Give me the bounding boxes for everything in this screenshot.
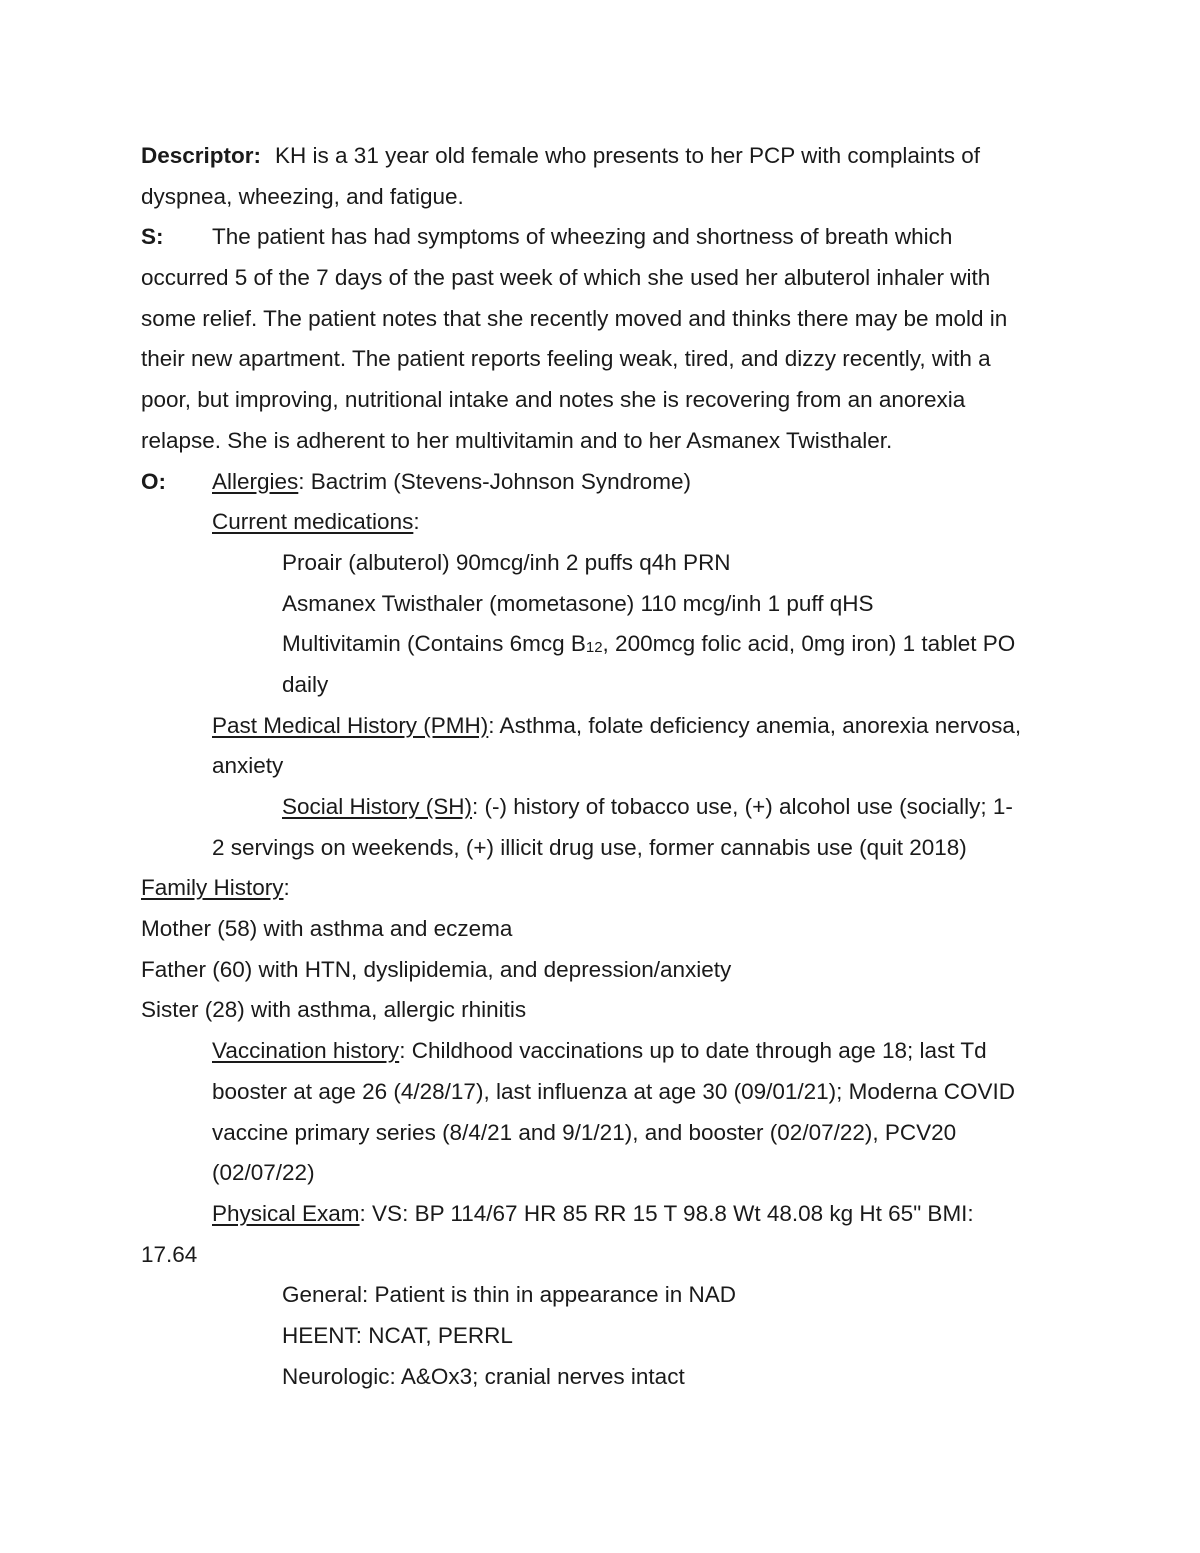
soap-note (141, 136, 1071, 1397)
allergies-line (141, 462, 1071, 503)
family-history-colon: : (283, 875, 290, 901)
subscript: 12 (585, 639, 603, 657)
family-member: Mother (58) with asthma and eczema (141, 916, 513, 942)
medications-colon: : (413, 509, 420, 535)
vaccination-line-4: (02/07/22) (212, 1160, 315, 1186)
subjective-line-2: occurred 5 of the 7 days of the past week of which she used her albuterol inhaler with (141, 265, 991, 291)
subjective-line-4: their new apartment. The patient reports feeling weak, tired, and dizzy recently, with a (141, 346, 991, 372)
subjective-line-5: poor, but improving, nutritional intake and notes she is recovering from an anorexia (141, 387, 966, 413)
vaccination-text: : Childhood vaccinations up to date through age 18; last Td (399, 1038, 987, 1064)
medications-heading-line (141, 502, 1071, 543)
physical-exam-line-2: 17.64 (141, 1241, 198, 1267)
vaccination-line-1 (141, 1031, 1071, 1072)
exam-heent: HEENT: NCAT, PERRL (282, 1322, 513, 1348)
vaccination-line-2: booster at age 26 (4/28/17), last influenza at age 30 (09/01/21); Moderna COVID (212, 1078, 1015, 1104)
descriptor-line-1 (141, 136, 1071, 177)
allergies-heading: Allergies (212, 468, 299, 494)
subjective-text-1: The patient has had symptoms of wheezing and shortness of breath which (212, 224, 953, 250)
vaccination-line-3: vaccine primary series (8/4/21 and 9/1/21), and booster (02/07/22), PCV20 (212, 1119, 957, 1145)
family-member: Father (60) with HTN, dyslipidemia, and depression/anxiety (141, 956, 732, 982)
medication-item-continued: daily (282, 671, 329, 697)
social-history-line-1 (141, 787, 1071, 828)
objective-label: O: (141, 468, 166, 494)
family-member: Sister (28) with asthma, allergic rhinitis (141, 997, 527, 1023)
social-history-heading: Social History (SH) (282, 794, 473, 819)
medication-text: Multivitamin (Contains 6mcg B (282, 631, 586, 657)
pmh-line-1 (141, 706, 1071, 747)
subjective-label: S: (141, 224, 164, 250)
allergies-text: : Bactrim (Stevens-Johnson Syndrome) (298, 468, 691, 494)
exam-general: General: Patient is thin in appearance in NAD (282, 1282, 737, 1308)
medication-item (141, 624, 1071, 665)
descriptor-label: Descriptor: (141, 143, 262, 168)
pmh-line-2: anxiety (212, 753, 284, 779)
exam-neurologic: Neurologic: A&Ox3; cranial nerves intact (282, 1363, 685, 1389)
subjective-line-6: relapse. She is adherent to her multivitamin and to her Asmanex Twisthaler. (141, 427, 893, 453)
vaccination-heading: Vaccination history (212, 1038, 400, 1064)
descriptor-line-2: dyspnea, wheezing, and fatigue. (141, 183, 464, 209)
medication-text: , 200mcg folic acid, 0mg iron) 1 tablet PO (602, 631, 1016, 657)
physical-exam-line-1 (141, 1194, 1071, 1235)
subjective-line-1 (141, 217, 1071, 258)
medication-item: Asmanex Twisthaler (mometasone) 110 mcg/inh 1 puff qHS (282, 590, 874, 616)
family-history-heading-line (141, 868, 1071, 909)
pmh-text: : Asthma, folate deficiency anemia, anorexia nervosa, (488, 712, 1022, 738)
social-history-line-2: 2 servings on weekends, (+) illicit drug use, former cannabis use (quit 2018) (212, 834, 967, 860)
physical-exam-heading: Physical Exam (212, 1200, 360, 1226)
pmh-heading: Past Medical History (PMH) (212, 712, 489, 738)
descriptor-text-1: KH is a 31 year old female who presents to her PCP with complaints of (275, 143, 980, 168)
subjective-line-3: some relief. The patient notes that she recently moved and thinks there may be mold in (141, 305, 1008, 331)
physical-exam-vitals: : VS: BP 114/67 HR 85 RR 15 T 98.8 Wt 48.08 kg Ht 65" BMI: (359, 1200, 974, 1226)
medications-heading: Current medications (212, 509, 414, 535)
family-history-heading: Family History (141, 875, 284, 901)
medication-item: Proair (albuterol) 90mcg/inh 2 puffs q4h PRN (282, 549, 731, 575)
social-history-text: : (-) history of tobacco use, (+) alcohol use (socially; 1- (472, 794, 1013, 819)
